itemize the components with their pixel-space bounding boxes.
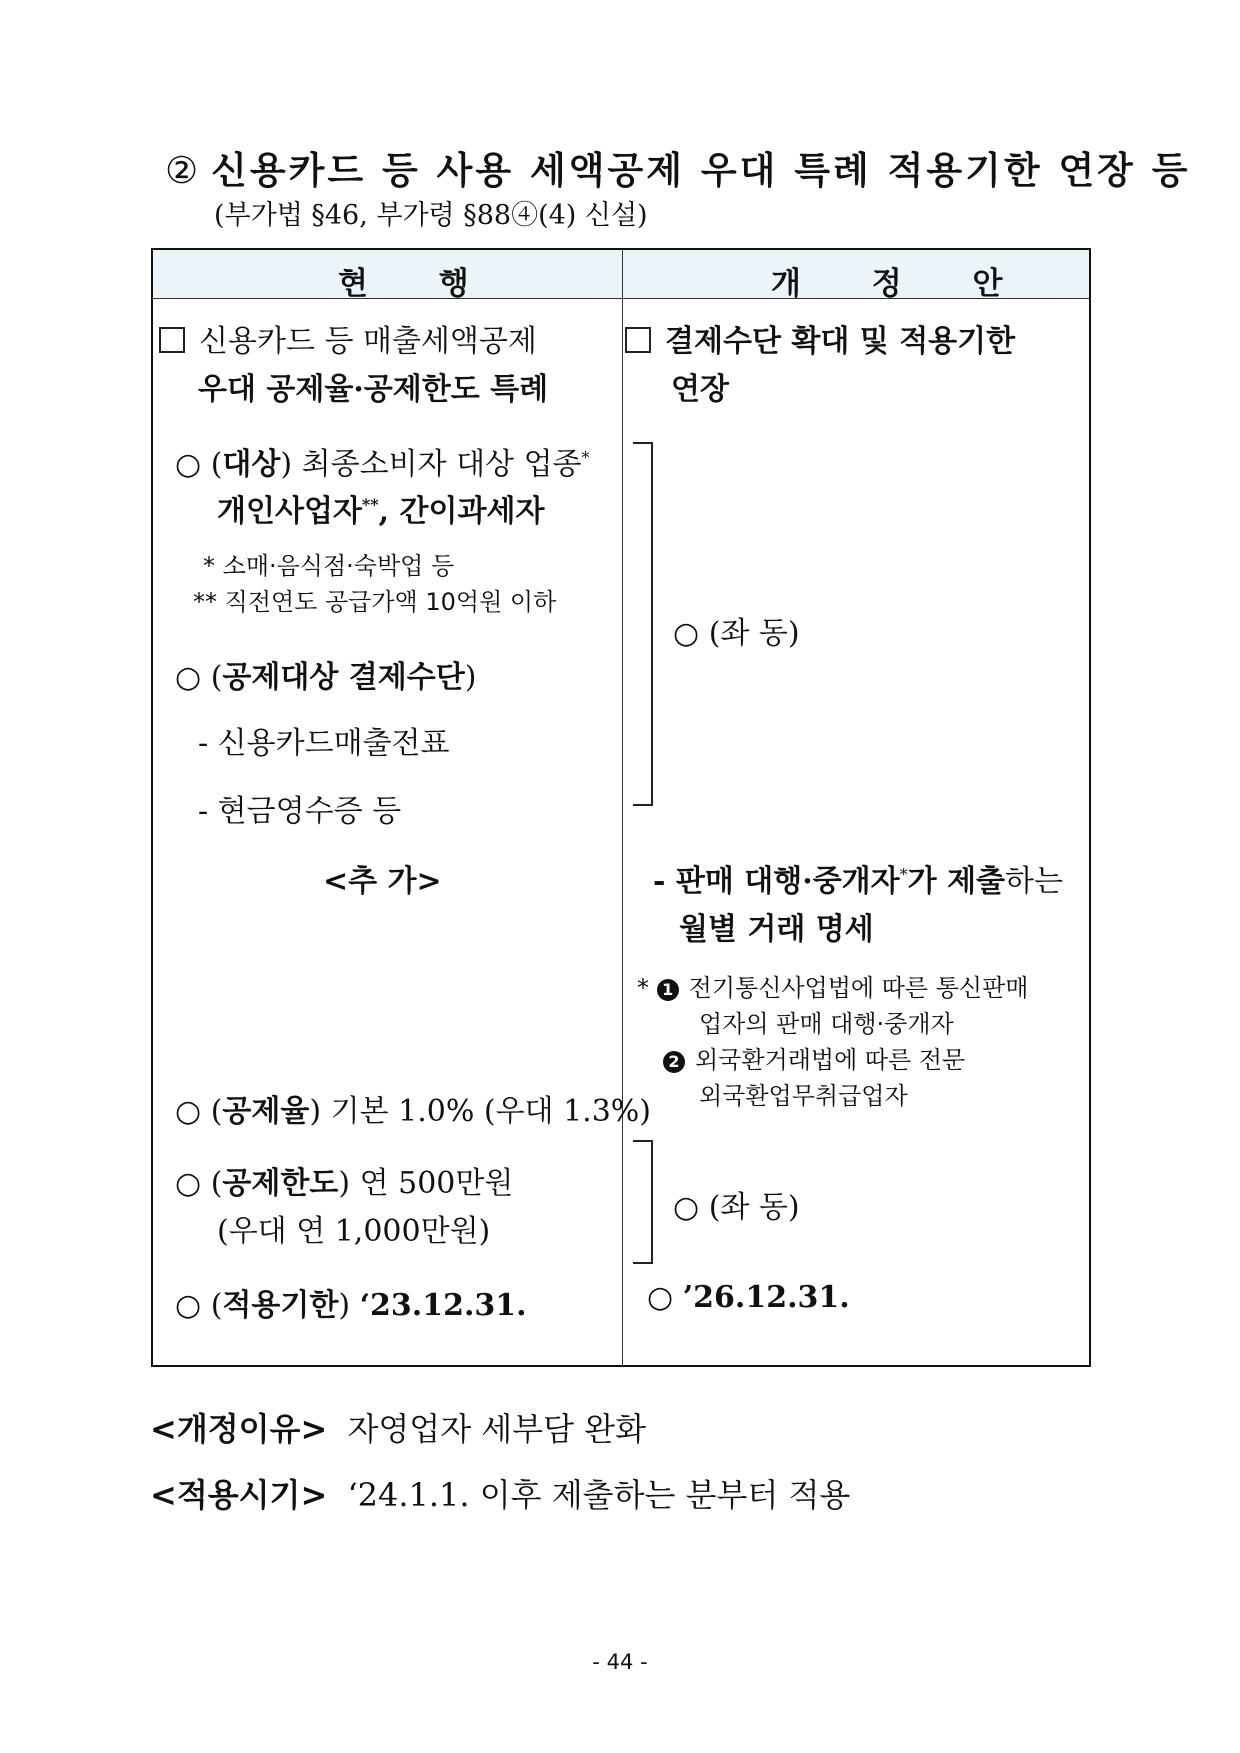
proposed-same-1: ○ (좌 동) xyxy=(673,616,800,651)
proposed-new-item: - 판매 대행·중개자*가 제출하는 xyxy=(653,864,1064,899)
proposed-footnote-1: * 1 전기통신사업법에 따른 통신판매 xyxy=(637,974,1029,1002)
proposed-footnote-2: 2 외국환거래법에 따른 전문 xyxy=(663,1040,965,1075)
revision-reason: <개정이유> 자영업자 세부담 완화 xyxy=(150,1410,647,1448)
circled-number-1-icon: 1 xyxy=(657,979,679,1001)
proposed-same-2: ○ (좌 동) xyxy=(673,1190,800,1225)
proposed-footnote-2-line2: 외국환업무취급업자 xyxy=(699,1082,908,1110)
legal-reference: (부가법 §46, 부가령 §88④(4) 신설) xyxy=(214,200,648,231)
current-means-item-2: - 현금영수증 등 xyxy=(198,794,402,829)
proposed-heading-line2: 연장 xyxy=(671,372,729,407)
header-proposed: 개 정 안 xyxy=(771,266,1033,302)
checkbox-square-icon xyxy=(159,327,185,353)
effective-date: <적용시기> ‘24.1.1. 이후 제출하는 분부터 적용 xyxy=(150,1476,851,1514)
section-title-text: 신용카드 등 사용 세액공제 우대 특례 적용기한 연장 등 xyxy=(211,148,1191,192)
current-heading: 신용카드 등 매출세액공제 xyxy=(159,316,537,360)
header-current: 현 행 xyxy=(338,266,499,302)
current-limit-line2: (우대 연 1,000만원) xyxy=(217,1214,491,1249)
checkbox-square-icon xyxy=(625,327,651,353)
current-added: <추 가> xyxy=(323,864,442,899)
bracket-icon xyxy=(633,442,653,806)
page-number: - 44 - xyxy=(592,1650,648,1674)
current-limit: ○ (공제한도) 연 500만원 xyxy=(175,1166,514,1201)
current-target-line2: 개인사업자**, 간이과세자 xyxy=(217,494,545,529)
section-number: ② xyxy=(165,149,202,192)
current-payment-means: ○ (공제대상 결제수단) xyxy=(175,660,477,695)
current-heading-line2: 우대 공제율·공제한도 특례 xyxy=(198,372,549,407)
current-target: ○ (대상) 최종소비자 대상 업종* xyxy=(175,447,590,482)
column-divider xyxy=(622,250,623,1365)
bracket-icon xyxy=(633,1140,653,1264)
proposed-heading: 결제수단 확대 및 적용기한 xyxy=(625,316,1015,360)
proposed-new-item-line2: 월별 거래 명세 xyxy=(679,912,874,947)
proposed-period: ○ ’26.12.31. xyxy=(647,1280,850,1315)
circled-number-2-icon: 2 xyxy=(663,1051,685,1073)
current-note-2: ** 직전연도 공급가액 10억원 이하 xyxy=(193,588,557,616)
comparison-table xyxy=(151,248,1091,1367)
current-rate: ○ (공제율) 기본 1.0% (우대 1.3%) xyxy=(175,1094,651,1129)
current-period: ○ (적용기한) ‘23.12.31. xyxy=(175,1288,527,1323)
proposed-footnote-1-line2: 업자의 판매 대행·중개자 xyxy=(699,1010,954,1038)
current-note-1: * 소매·음식점·숙박업 등 xyxy=(203,552,455,580)
section-title xyxy=(165,140,1191,194)
current-means-item-1: - 신용카드매출전표 xyxy=(198,726,450,761)
